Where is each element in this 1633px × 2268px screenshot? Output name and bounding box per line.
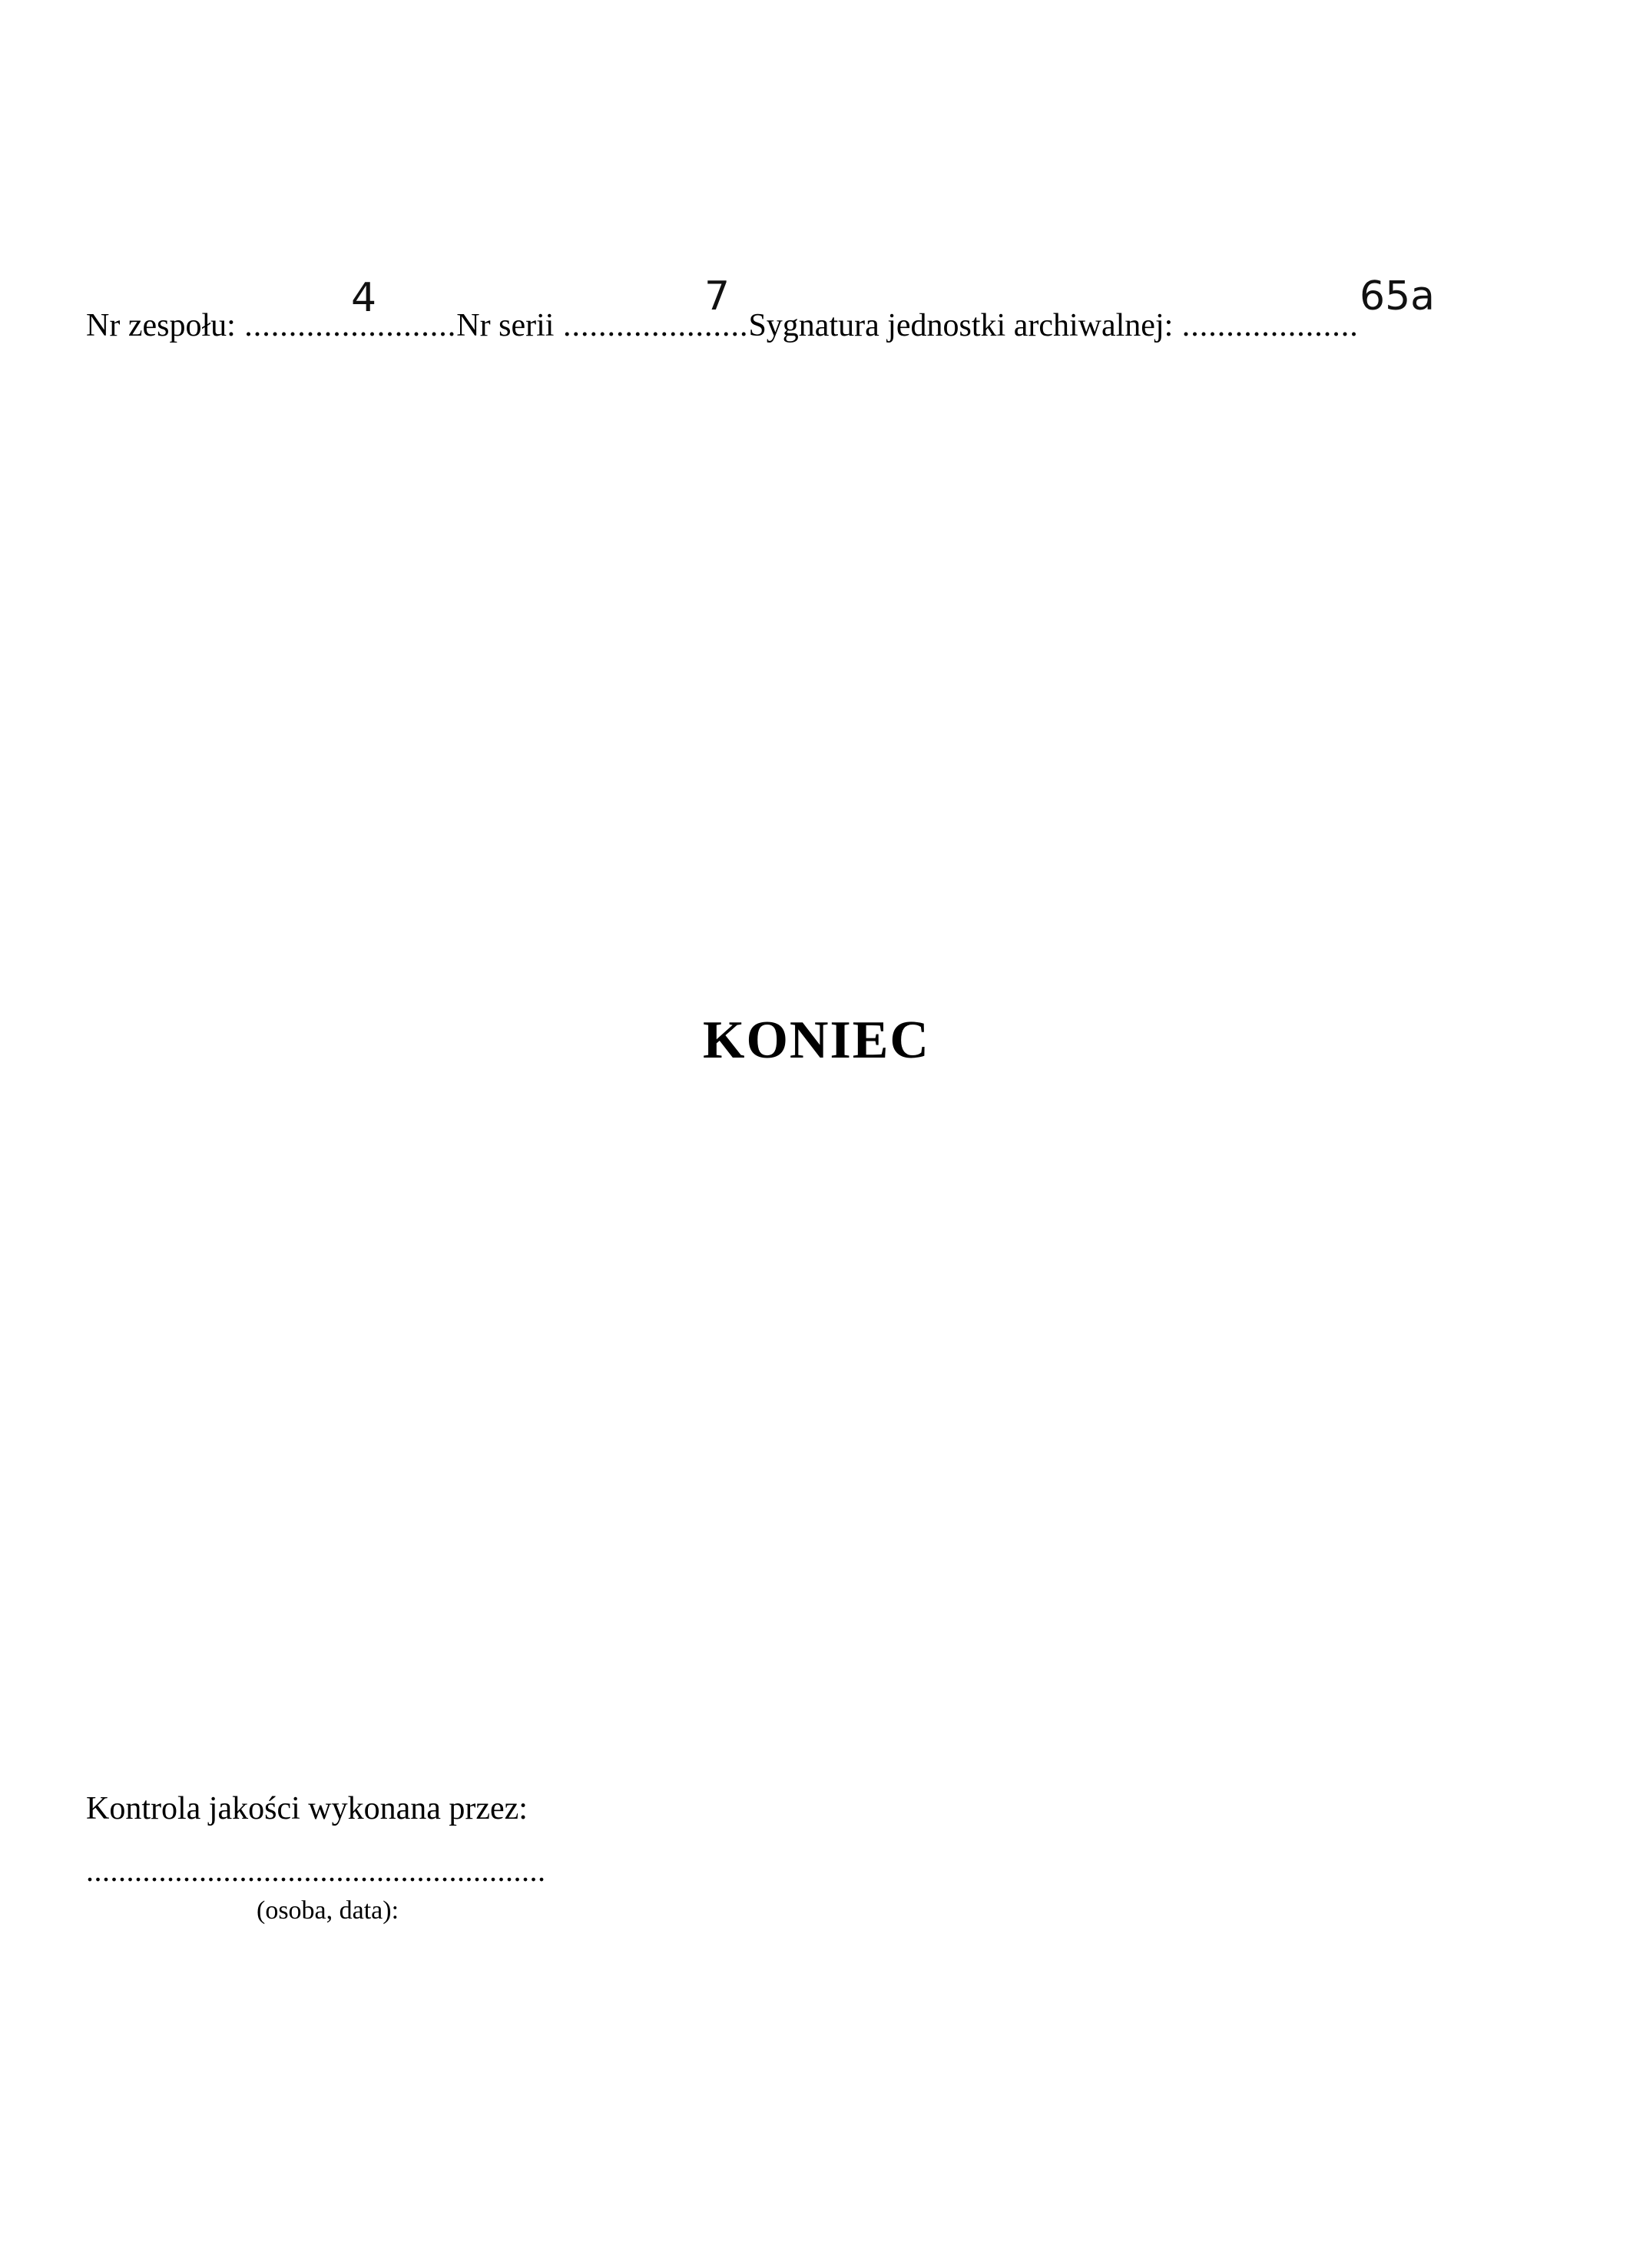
quality-control-block [86,1790,1008,1927]
end-marker-heading: KONIEC [703,1011,930,1070]
team-number-dotted-rule: ........................ [235,308,457,343]
series-number-dotted-rule: ..................... [554,308,749,343]
signature-dotted-rule: ......................................................... [86,1853,546,1889]
series-number-value: 7 [704,273,730,320]
archival-unit-signature-dotted-rule: .................... [1173,308,1359,343]
signature-caption: (osoba, data): [257,1896,399,1925]
archival-unit-signature-value: 65a [1360,273,1436,320]
archival-header-line [86,273,1545,361]
team-number-label: Nr zespołu: [86,308,236,343]
quality-control-title: Kontrola jakości wykonana przez: [86,1791,528,1826]
series-number-label: Nr serii [456,308,555,343]
archival-unit-signature-label: Sygnatura jednostki archiwalnej: [748,308,1174,343]
team-number-value: 4 [351,275,377,321]
